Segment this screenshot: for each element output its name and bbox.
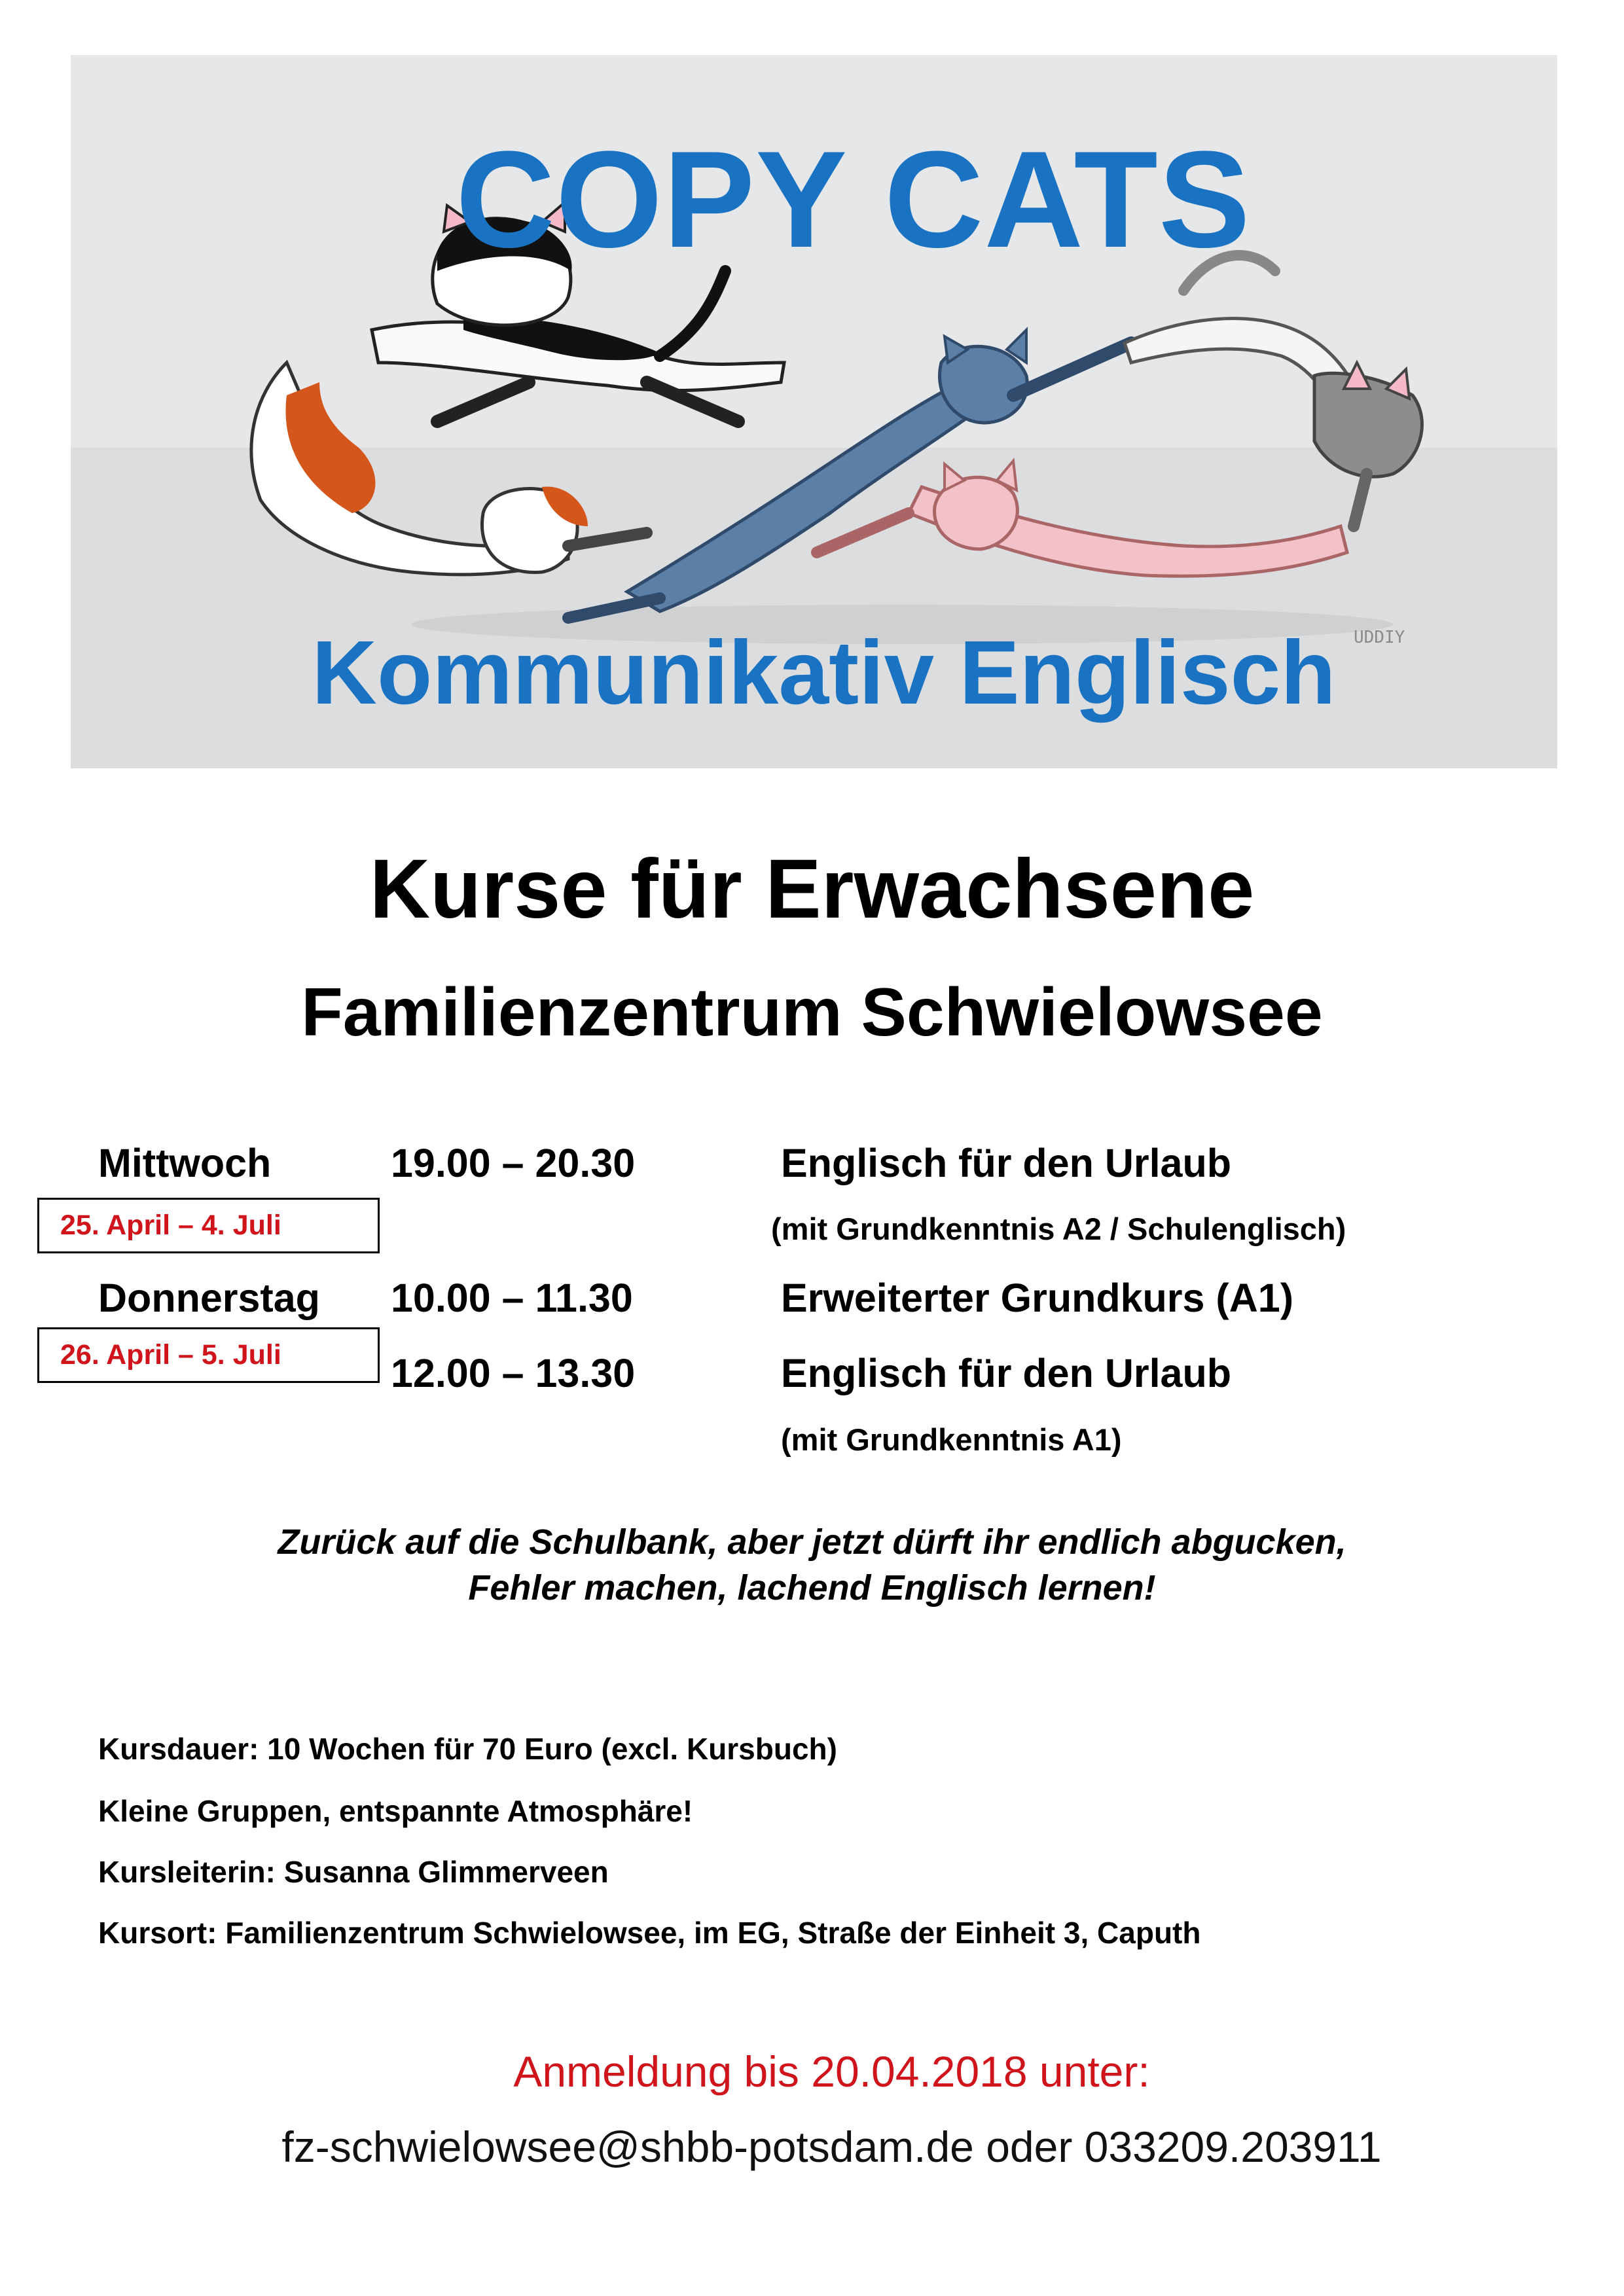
info-groups: Kleine Gruppen, entspannte Atmosphäre! <box>98 1794 693 1828</box>
venue-name: Familienzentrum Schwielowsee <box>301 975 1323 1050</box>
date-range-thursday: 26. April – 5. Juli <box>37 1327 380 1383</box>
time-thursday-1: 10.00 – 11.30 <box>391 1276 633 1320</box>
pink-cat-icon <box>817 461 1347 576</box>
course-note-thursday: (mit Grundkenntnis A1) <box>781 1422 1122 1457</box>
page-heading: Kurse für Erwachsene <box>369 842 1255 936</box>
artist-signature: UDDIY <box>1354 628 1405 647</box>
tagline-line-1: Zurück auf die Schulbank, aber jetzt dürft ihr endlich abgucken, <box>278 1522 1346 1562</box>
banner-title: COPY CATS <box>456 122 1251 276</box>
registration-deadline: Anmeldung bis 20.04.2018 unter: <box>513 2047 1150 2096</box>
course-note-wednesday: (mit Grundkenntnis A2 / Schulenglisch) <box>771 1211 1346 1246</box>
header-banner <box>71 55 1557 768</box>
day-wednesday: Mittwoch <box>98 1141 272 1185</box>
info-duration: Kursdauer: 10 Wochen für 70 Euro (excl. Kursbuch) <box>98 1732 837 1766</box>
info-location: Kursort: Familienzentrum Schwielowsee, im EG, Straße der Einheit 3, Caputh <box>98 1916 1201 1950</box>
date-range-wednesday: 25. April – 4. Juli <box>37 1198 380 1253</box>
course-wednesday: Englisch für den Urlaub <box>781 1141 1232 1185</box>
tagline-line-2: Fehler machen, lachend Englisch lernen! <box>468 1568 1156 1607</box>
contact-details: fz-schwielowsee@shbb-potsdam.de oder 033209.203911 <box>281 2123 1382 2171</box>
calico-cat-icon <box>251 363 647 575</box>
grey-cat-icon <box>1125 255 1422 526</box>
time-wednesday: 19.00 – 20.30 <box>391 1141 636 1185</box>
course-thursday-1: Erweiterter Grundkurs (A1) <box>781 1276 1294 1320</box>
day-thursday: Donnerstag <box>98 1276 320 1320</box>
time-thursday-2: 12.00 – 13.30 <box>391 1351 636 1395</box>
course-thursday-2: Englisch für den Urlaub <box>781 1351 1232 1395</box>
banner-subtitle: Kommunikativ Englisch <box>312 622 1336 723</box>
info-teacher: Kursleiterin: Susanna Glimmerveen <box>98 1855 609 1889</box>
